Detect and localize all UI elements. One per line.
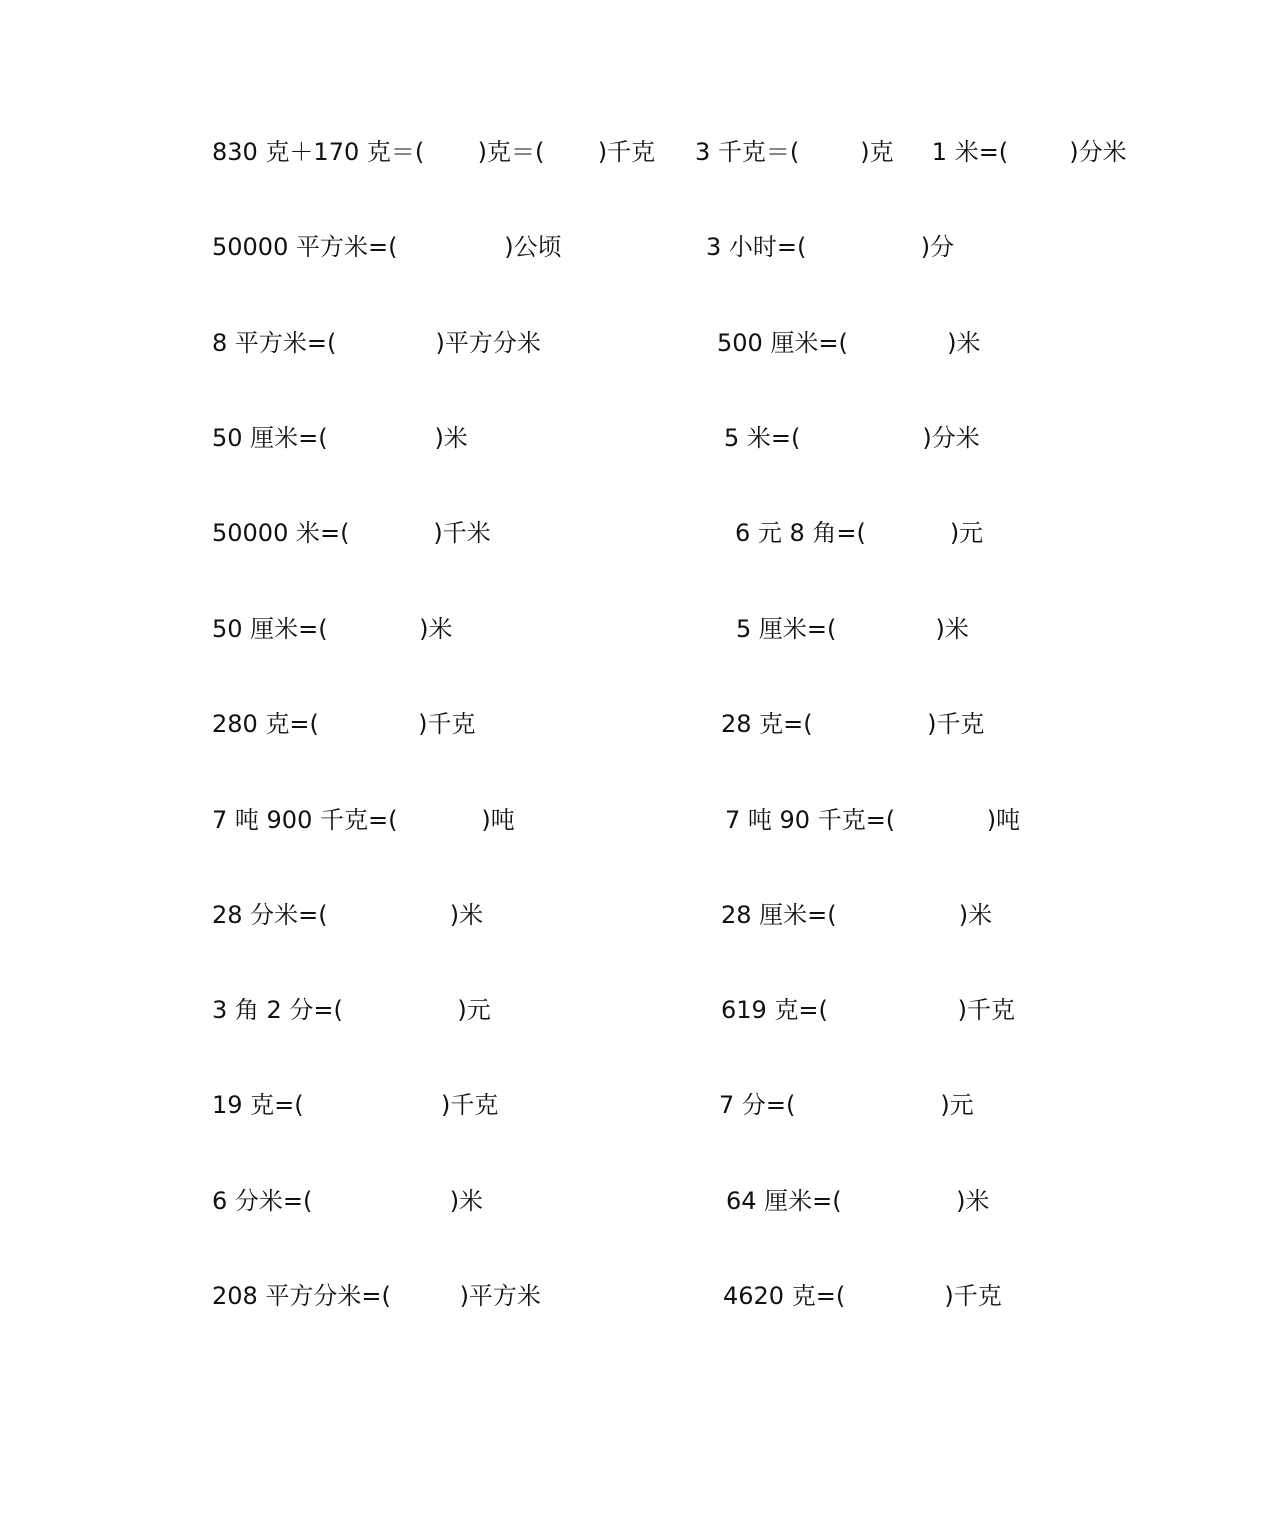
problem-right: 3 千克＝( )克 1 米=( )分米 (695, 138, 1127, 166)
problem-right: 28 厘米=( )米 (721, 901, 993, 929)
problem-left: 3 角 2 分=( )元 (212, 996, 491, 1024)
problem-left: 7 吨 900 千克=( )吨 (212, 806, 515, 834)
problem-left: 8 平方米=( )平方分米 (212, 329, 541, 357)
problem-right: 7 分=( )元 (719, 1091, 974, 1119)
problem-right: 7 吨 90 千克=( )吨 (725, 806, 1021, 834)
problem-right: 4620 克=( )千克 (723, 1282, 1002, 1310)
problem-left: 19 克=( )千克 (212, 1091, 499, 1119)
problem-right: 28 克=( )千克 (721, 710, 985, 738)
problem-left: 50 厘米=( )米 (212, 424, 468, 452)
problem-right: 5 米=( )分米 (724, 424, 980, 452)
problem-left: 830 克＋170 克＝( )克＝( )千克 (212, 138, 656, 166)
problem-right: 5 厘米=( )米 (736, 615, 969, 643)
problem-left: 50000 平方米=( )公顷 (212, 233, 562, 261)
problem-right: 3 小时=( )分 (706, 233, 955, 261)
problem-right: 6 元 8 角=( )元 (735, 519, 984, 547)
problem-right: 64 厘米=( )米 (726, 1187, 990, 1215)
problem-right: 500 厘米=( )米 (717, 329, 981, 357)
problem-left: 208 平方分米=( )平方米 (212, 1282, 541, 1310)
problem-right: 619 克=( )千克 (721, 996, 1015, 1024)
problem-left: 50 厘米=( )米 (212, 615, 453, 643)
problem-left: 50000 米=( )千米 (212, 519, 491, 547)
problem-left: 6 分米=( )米 (212, 1187, 484, 1215)
problem-left: 28 分米=( )米 (212, 901, 484, 929)
problem-left: 280 克=( )千克 (212, 710, 476, 738)
